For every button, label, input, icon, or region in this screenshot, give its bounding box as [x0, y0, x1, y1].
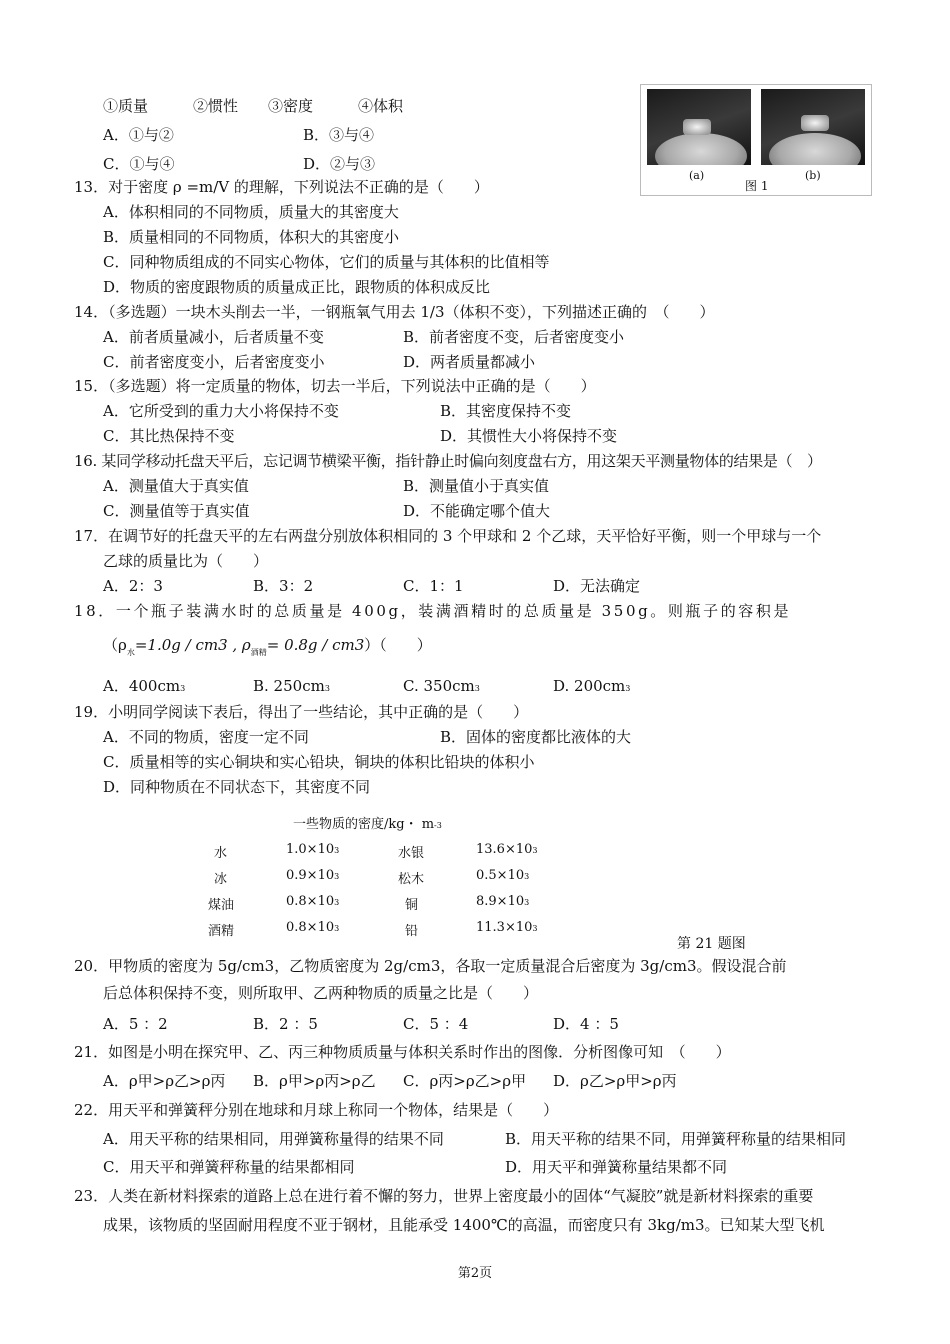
- q13-option-d: D．物质的密度跟物质的质量成正比，跟物质的体积成反比: [103, 278, 491, 296]
- figure-21-caption: 第 21 题图: [677, 936, 746, 952]
- table-cell: 1.0×103: [286, 842, 340, 857]
- figure-1: [640, 84, 872, 196]
- q21-option-c: C．ρ丙>ρ乙>ρ甲: [403, 1072, 527, 1090]
- figure-caption: 图 1: [745, 179, 769, 193]
- table-cell: 0.8×103: [286, 894, 340, 909]
- table-cell: 酒精: [208, 924, 235, 939]
- q16-option-b: B．测量值小于真实值: [403, 477, 550, 495]
- q14-stem: 14．（多选题）一块木头削去一半，一钢瓶氧气用去 1/3（体积不变），下列描述正确的 （ ）: [74, 303, 715, 321]
- q18-option-a: A．400cm3: [103, 677, 186, 695]
- photo-b-label: (b): [805, 169, 821, 182]
- q19-option-c: C．质量相等的实心铜块和实心铅块，铜块的体积比铅块的体积小: [103, 753, 535, 771]
- q15-option-c: C．其比热保持不变: [103, 427, 235, 445]
- q15-stem: 15．（多选题）将一定质量的物体，切去一半后，下列说法中正确的是（ ）: [74, 377, 596, 395]
- q18-formula: （$\rho_水=1.0g / cm3$ , $\rho_{酒精}= 0.8g / cm3$）（ ）: [103, 636, 432, 657]
- table-cell: 0.8×103: [286, 920, 340, 935]
- q21-option-d: D．ρ乙>ρ甲>ρ丙: [553, 1072, 677, 1090]
- q13-option-b: B．质量相同的不同物质，体积大的其密度小: [103, 228, 400, 246]
- table-cell: 13.6×103: [476, 842, 538, 857]
- photo-a-label: (a): [689, 169, 705, 182]
- q19-option-a: A．不同的物质，密度一定不同: [103, 728, 309, 746]
- q21-option-a: A．ρ甲>ρ乙>ρ丙: [103, 1072, 226, 1090]
- q20-stem-line2: 后总体积保持不变，则所取甲、乙两种物质的质量之比是（ ）: [103, 984, 539, 1002]
- q23-stem-line1: 23．人类在新材料探索的道路上总在进行着不懈的努力，世界上密度最小的固体“气凝胶”就是新材料探索的重要: [74, 1187, 814, 1205]
- q21-option-b: B．ρ甲>ρ丙>ρ乙: [253, 1072, 376, 1090]
- q17-stem-line2: 乙球的质量比为（ ）: [103, 552, 269, 570]
- q22-option-a: A．用天平称的结果相同，用弹簧称量得的结果不同: [103, 1130, 444, 1148]
- q17-stem-line1: 17．在调节好的托盘天平的左右两盘分别放体积相同的 3 个甲球和 2 个乙球，天平恰好平衡，则一个甲球与一个: [74, 527, 822, 545]
- photo-a: [647, 89, 751, 165]
- q18-option-c: C. 350cm3: [403, 677, 480, 695]
- q15-option-a: A．它所受到的重力大小将保持不变: [103, 402, 339, 420]
- q22-option-b: B．用天平称的结果不同，用弹簧秤称量的结果相同: [505, 1130, 847, 1148]
- q17-option-c: C．1：1: [403, 577, 464, 595]
- photo-b: [761, 89, 865, 165]
- q15-option-b: B．其密度保持不变: [440, 402, 572, 420]
- q23-stem-line2: 成果，该物质的坚固耐用程度不亚于钢材，且能承受 1400℃的高温，而密度只有 3kg/m3。已知某大型飞机: [103, 1216, 825, 1234]
- q20-option-b: B．2 ：5: [253, 1015, 318, 1033]
- q19-option-b: B．固体的密度都比液体的大: [440, 728, 632, 746]
- q13-option-a: A．体积相同的不同物质，质量大的其密度大: [103, 203, 399, 221]
- q18-option-b: B. 250cm3: [253, 677, 330, 695]
- table-cell: 水: [214, 846, 228, 861]
- q20-stem-line1: 20．甲物质的密度为 5g/cm3，乙物质密度为 2g/cm3，各取一定质量混合后密度为 3g/cm3。假设混合前: [74, 957, 787, 975]
- q17-option-b: B．3：2: [253, 577, 314, 595]
- q12-option-c: C．①与④: [103, 155, 175, 173]
- q19-option-d: D．同种物质在不同状态下，其密度不同: [103, 778, 371, 796]
- q12-items: ①质量 ②惯性 ③密度 ④体积: [103, 97, 404, 115]
- table-cell: 0.5×103: [476, 868, 530, 883]
- q15-option-d: D．其惯性大小将保持不变: [440, 427, 618, 445]
- table-cell: 0.9×103: [286, 868, 340, 883]
- q22-stem: 22．用天平和弹簧秤分别在地球和月球上称同一个物体，结果是（ ）: [74, 1101, 559, 1119]
- q17-option-a: A．2：3: [103, 577, 163, 595]
- density-table-title: 一些物质的密度/kg・ m-3: [293, 817, 442, 832]
- q19-stem: 19．小明同学阅读下表后，得出了一些结论，其中正确的是（ ）: [74, 703, 529, 721]
- q14-option-c: C．前者密度变小，后者密度变小: [103, 353, 325, 371]
- q16-option-c: C．测量值等于真实值: [103, 502, 250, 520]
- q20-option-a: A．5 ：2: [103, 1015, 168, 1033]
- q16-option-d: D．不能确定哪个值大: [403, 502, 551, 520]
- q12-option-a: A．①与②: [103, 126, 174, 144]
- q16-stem: 16. 某同学移动托盘天平后，忘记调节横梁平衡，指针静止时偏向刻度盘右方，用这架天平测量物体的结果是（ ）: [74, 452, 822, 470]
- table-cell: 铅: [405, 924, 419, 939]
- q22-option-d: D．用天平和弹簧称量结果都不同: [505, 1158, 728, 1176]
- q14-option-a: A．前者质量减小，后者质量不变: [103, 328, 324, 346]
- q16-option-a: A．测量值大于真实值: [103, 477, 249, 495]
- q17-option-d: D．无法确定: [553, 577, 641, 595]
- q14-option-b: B．前者密度不变，后者密度变小: [403, 328, 625, 346]
- table-cell: 煤油: [208, 898, 235, 913]
- q14-option-d: D．两者质量都减小: [403, 353, 536, 371]
- table-cell: 冰: [214, 872, 228, 887]
- q13-stem: 13．对于密度 ρ =m/V 的理解，下列说法不正确的是（ ）: [74, 178, 489, 196]
- q13-option-c: C．同种物质组成的不同实心物体，它们的质量与其体积的比值相等: [103, 253, 550, 271]
- q21-stem: 21．如图是小明在探究甲、乙、丙三种物质质量与体积关系时作出的图像．分析图像可知 （ ）: [74, 1043, 731, 1061]
- table-cell: 松木: [398, 872, 425, 887]
- page-number: 第2页: [457, 1266, 493, 1281]
- q20-option-d: D．4 ：5: [553, 1015, 619, 1033]
- table-cell: 11.3×103: [476, 920, 538, 935]
- q12-option-d: D．②与③: [303, 155, 376, 173]
- q12-option-b: B．③与④: [303, 126, 375, 144]
- table-cell: 8.9×103: [476, 894, 530, 909]
- q20-option-c: C．5 ：4: [403, 1015, 469, 1033]
- table-cell: 铜: [405, 898, 419, 913]
- q18-option-d: D. 200cm3: [553, 677, 631, 695]
- table-cell: 水银: [398, 846, 425, 861]
- q18-stem: 18．一个瓶子装满水时的总质量是 400g，装满酒精时的总质量是 350g。则瓶子的容积是: [74, 602, 792, 620]
- q22-option-c: C．用天平和弹簧秤称量的结果都相同: [103, 1158, 355, 1176]
